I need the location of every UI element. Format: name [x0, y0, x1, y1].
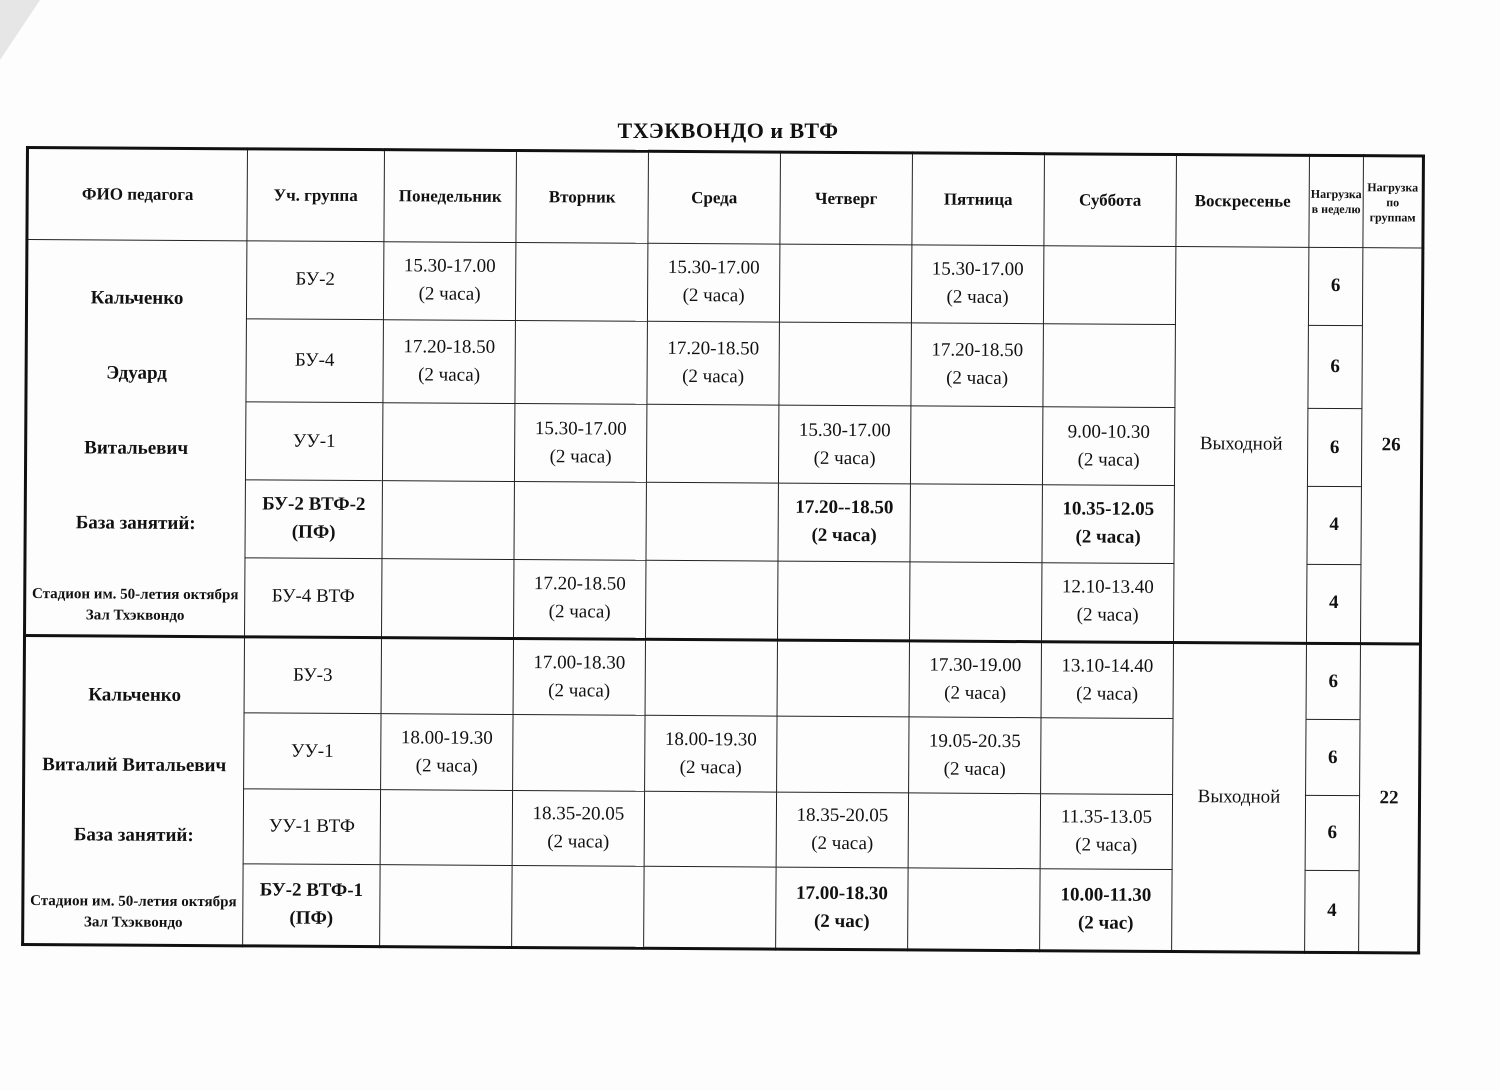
- friday-cell: [910, 484, 1042, 563]
- header-saturday: Суббота: [1044, 154, 1177, 247]
- monday-cell: [382, 559, 514, 639]
- wednesday-cell: [647, 243, 779, 322]
- session-hours: (2 часа): [811, 832, 874, 855]
- session-time: 19.05-20.35: [928, 730, 1021, 752]
- saturday-cell: [1041, 563, 1173, 643]
- monday-cell: [382, 481, 514, 560]
- session-hours: (2 часа): [813, 447, 876, 469]
- session-time: 9.00-10.30: [1067, 420, 1150, 443]
- teacher-name: Эдуард: [106, 362, 168, 384]
- header-row: [27, 148, 1424, 249]
- saturday-cell: [1043, 246, 1175, 325]
- tuesday-cell: [515, 320, 648, 404]
- header-sunday: Воскресенье: [1176, 155, 1310, 248]
- monday-cell: [381, 638, 513, 715]
- session-time: 13.10-14.40: [1061, 655, 1154, 678]
- header-load-week: Нагрузка в неделю: [1309, 155, 1364, 247]
- session-time: 18.00-19.30: [664, 728, 757, 751]
- session-hours: (2 часа): [946, 287, 1009, 309]
- session-time: 17.00-18.30: [795, 882, 888, 905]
- saturday-cell: [1043, 324, 1176, 408]
- wednesday-cell: [646, 404, 778, 483]
- session-time: 17.20-18.50: [403, 336, 496, 358]
- teacher-name: Виталий Витальевич: [42, 754, 227, 777]
- friday-cell: [911, 245, 1043, 324]
- thursday-cell: [776, 867, 908, 949]
- scan-corner-fold: [0, 0, 40, 60]
- table-row: [24, 636, 1420, 721]
- session-hours: (2 часа): [811, 525, 877, 547]
- friday-cell: [911, 323, 1044, 407]
- thursday-cell: [778, 483, 910, 562]
- session-hours: (2 часа): [943, 758, 1006, 780]
- weekly-load: 4: [1306, 564, 1360, 643]
- header-friday: Пятница: [912, 153, 1045, 246]
- session-hours: (2 часа): [679, 756, 742, 779]
- monday-cell: [382, 403, 514, 482]
- session-time: 17.20-18.50: [931, 339, 1024, 362]
- thursday-cell: [779, 244, 911, 323]
- weekly-load: 6: [1306, 720, 1360, 796]
- monday-cell: [381, 714, 513, 790]
- wednesday-cell: [645, 560, 777, 640]
- group-cell: БУ-3: [244, 637, 381, 714]
- session-hours: (2 часа): [418, 283, 481, 306]
- teacher-block-1: [25, 240, 1423, 645]
- session-hours: (2 часа): [946, 367, 1009, 390]
- tuesday-cell: [512, 790, 644, 866]
- session-hours: (2 час): [813, 911, 870, 933]
- session-hours: (2 часа): [549, 445, 612, 468]
- session-time: 18.00-19.30: [400, 727, 493, 749]
- header-group: Уч. группа: [247, 149, 385, 242]
- base-label: База занятий:: [75, 512, 196, 535]
- header-thursday: Четверг: [780, 152, 913, 245]
- monday-cell: [380, 865, 512, 947]
- tuesday-cell: [515, 242, 647, 321]
- session-hours: (2 часа): [1075, 526, 1141, 549]
- weekly-load: 6: [1305, 795, 1359, 871]
- weekly-load: 4: [1307, 486, 1361, 564]
- session-time: 17.20-18.50: [667, 337, 760, 360]
- session-hours: (2 час): [1077, 912, 1134, 934]
- thursday-cell: [777, 717, 909, 793]
- group-cell: БУ-4 ВТФ: [245, 558, 382, 638]
- saturday-cell: [1042, 407, 1174, 486]
- schedule-table: [21, 146, 1425, 955]
- tuesday-cell: [513, 638, 645, 715]
- saturday-cell: [1041, 642, 1173, 719]
- session-time: 17.00-18.30: [533, 652, 626, 674]
- group-cell: БУ-2: [246, 241, 383, 320]
- saturday-cell: [1040, 794, 1172, 870]
- weekly-load: 6: [1306, 643, 1360, 720]
- session-hours: (2 часа): [418, 364, 481, 386]
- base-location: Стадион им. 50-летия октября Зал Тхэквондо: [31, 586, 239, 624]
- tuesday-cell: [514, 482, 646, 561]
- session-hours: (2 часа): [1075, 834, 1138, 856]
- session-hours: (2 часа): [1076, 604, 1139, 627]
- friday-cell: [908, 868, 1040, 950]
- session-time: 12.10-13.40: [1061, 576, 1154, 599]
- friday-cell: [910, 406, 1042, 485]
- session-time: 18.35-20.05: [796, 804, 889, 827]
- header-wednesday: Среда: [648, 151, 781, 244]
- page-title: ТХЭКВОНДО и ВТФ: [617, 118, 839, 143]
- table-row: [26, 240, 1422, 326]
- session-time: 17.20-18.50: [533, 573, 626, 596]
- session-hours: (2 часа): [944, 682, 1007, 705]
- wednesday-cell: [646, 482, 778, 561]
- session-hours: (2 часа): [1077, 448, 1140, 471]
- sunday-cell: Выходной: [1173, 247, 1308, 644]
- session-time: 15.30-17.00: [798, 419, 891, 441]
- session-hours: (2 часа): [548, 680, 611, 702]
- group-cell: БУ-2 ВТФ-2 (ПФ): [245, 480, 382, 559]
- session-hours: (2 часа): [682, 366, 745, 388]
- thursday-cell: [778, 405, 910, 484]
- saturday-cell: [1040, 869, 1172, 951]
- teacher-surname: Кальченко: [88, 684, 182, 706]
- session-time: 17.20--18.50: [795, 497, 894, 519]
- tuesday-cell: [514, 559, 646, 639]
- session-time: 15.30-17.00: [534, 417, 627, 440]
- session-time: 18.35-20.05: [532, 803, 625, 825]
- friday-cell: [909, 641, 1041, 718]
- session-hours: (2 часа): [1076, 683, 1139, 706]
- teacher-fio-cell: [23, 636, 245, 946]
- wednesday-cell: [647, 321, 780, 405]
- thursday-cell: [777, 640, 909, 717]
- tuesday-cell: [513, 715, 645, 791]
- teacher-surname: Кальченко: [90, 287, 184, 309]
- teacher-patronymic: Витальевич: [84, 437, 189, 459]
- teacher-block-2: [23, 636, 1421, 954]
- weekly-load: 4: [1305, 871, 1359, 953]
- weekly-load: 6: [1307, 408, 1361, 486]
- wednesday-cell: [644, 791, 776, 867]
- friday-cell: [909, 717, 1041, 793]
- wednesday-cell: [645, 639, 777, 716]
- group-cell: УУ-1: [244, 713, 381, 789]
- tuesday-cell: [514, 404, 646, 483]
- base-label: База занятий:: [73, 824, 194, 847]
- thursday-cell: [776, 792, 908, 868]
- weekly-load: 6: [1308, 247, 1362, 325]
- session-time: 11.35-13.05: [1060, 806, 1153, 829]
- tuesday-cell: [512, 866, 644, 948]
- friday-cell: [909, 562, 1041, 642]
- header-fio: ФИО педагога: [27, 148, 248, 241]
- session-time: 15.30-17.00: [403, 255, 496, 278]
- group-cell: УУ-1: [245, 402, 382, 481]
- session-hours: (2 часа): [548, 601, 611, 624]
- teacher-fio-cell: [25, 240, 247, 637]
- friday-cell: [908, 793, 1040, 869]
- group-cell: БУ-2 ВТФ-1 (ПФ): [243, 864, 380, 946]
- session-hours: (2 часа): [682, 285, 745, 307]
- session-hours: (2 часа): [415, 755, 478, 777]
- group-cell: УУ-1 ВТФ: [243, 789, 380, 865]
- header-monday: Понедельник: [384, 150, 517, 243]
- monday-cell: [380, 790, 512, 866]
- group-load-total: 22: [1359, 644, 1421, 953]
- session-time: 15.30-17.00: [931, 258, 1024, 281]
- header-load-group: Нагрузка по группам: [1363, 156, 1424, 248]
- session-hours: (2 часа): [547, 831, 610, 853]
- base-location: Стадион им. 50-летия октября Зал Тхэквондо: [30, 893, 237, 931]
- monday-cell: [383, 320, 516, 404]
- group-cell: БУ-4: [246, 319, 384, 403]
- saturday-cell: [1042, 485, 1174, 564]
- sunday-cell: Выходной: [1172, 643, 1307, 953]
- session-time: 17.30-19.00: [929, 654, 1022, 677]
- header-tuesday: Вторник: [516, 150, 649, 243]
- session-time: 10.35-12.05: [1062, 498, 1155, 521]
- weekly-load: 6: [1308, 325, 1363, 409]
- thursday-cell: [779, 322, 912, 406]
- monday-cell: [383, 242, 515, 321]
- wednesday-cell: [645, 716, 777, 792]
- saturday-cell: [1041, 718, 1173, 794]
- wednesday-cell: [644, 867, 776, 949]
- session-time: 15.30-17.00: [667, 257, 760, 279]
- thursday-cell: [777, 561, 909, 641]
- session-time: 10.00-11.30: [1060, 884, 1152, 907]
- group-load-total: 26: [1360, 248, 1422, 644]
